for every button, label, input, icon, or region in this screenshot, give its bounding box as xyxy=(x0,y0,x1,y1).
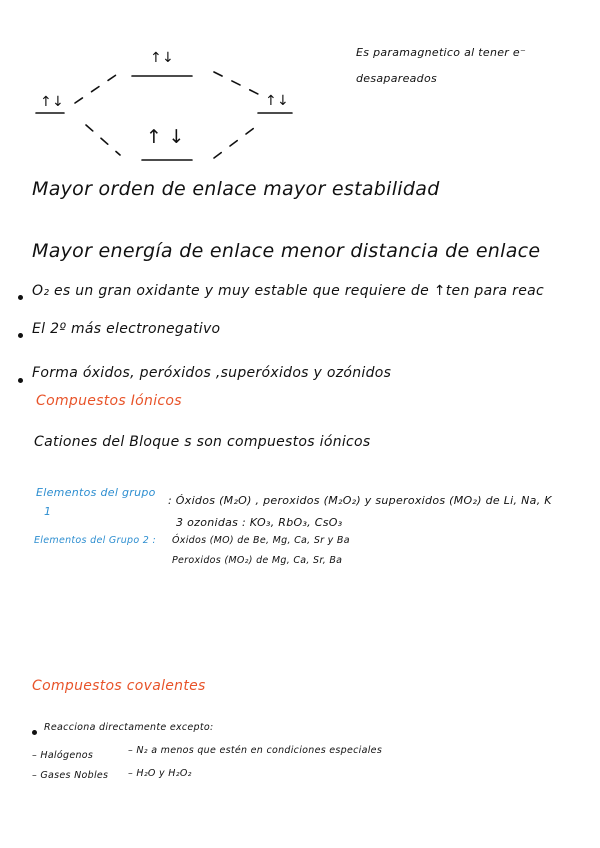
connector-left-bottom xyxy=(86,125,120,155)
ionic-intro: Cationes del Bloque s son compuestos iónicos xyxy=(34,434,371,450)
paramagnetic-note-line2: desapareados xyxy=(356,72,438,85)
bottom-orbital-electrons: ↑ ↓ xyxy=(146,126,185,148)
group2-oxides: Óxidos (MO) de Be, Mg, Ca, Sr y Ba xyxy=(172,535,350,546)
covalent-left-item: – Gases Nobles xyxy=(32,770,109,781)
covalent-right-item: – N₂ a menos que estén en condiciones especiales xyxy=(128,745,383,756)
connector-top-right xyxy=(214,72,262,96)
group1-number: 1 xyxy=(44,505,52,518)
mo-diagram xyxy=(0,0,600,200)
group1-label: Elementos del grupo xyxy=(36,486,156,499)
covalent-right-item: – H₂O y H₂O₂ xyxy=(128,768,192,779)
ionic-heading: Compuestos Iónicos xyxy=(36,393,182,409)
left-orbital-electrons: ↑↓ xyxy=(40,94,65,110)
group1-ozonides: 3 ozonidas : KO₃, RbO₃, CsO₃ xyxy=(176,516,343,529)
bullet-dot xyxy=(18,295,23,300)
bullet-dot xyxy=(18,378,23,383)
connector-left-top xyxy=(75,75,116,103)
covalent-bullet: Reacciona directamente excepto: xyxy=(44,722,214,733)
paramagnetic-note-line1: Es paramagnetico al tener e⁻ xyxy=(356,46,527,59)
group2-peroxides: Peroxidos (MO₂) de Mg, Ca, Sr, Ba xyxy=(172,555,343,566)
right-orbital-electrons: ↑↓ xyxy=(265,93,290,109)
covalent-heading: Compuestos covalentes xyxy=(32,678,206,694)
bond-energy-statement: Mayor energía de enlace menor distancia de enlace xyxy=(32,240,541,262)
bullet-electronegative: El 2º más electronegativo xyxy=(32,321,221,337)
group2-label: Elementos del Grupo 2 : xyxy=(34,535,156,546)
bond-order-statement: Mayor orden de enlace mayor estabilidad xyxy=(32,178,440,200)
bullet-dot xyxy=(32,730,37,735)
bullet-oxidant: O₂ es un gran oxidante y muy estable que requiere de ↑ten para reac xyxy=(32,283,544,299)
top-orbital-electrons: ↑↓ xyxy=(150,50,175,66)
bullet-forms-oxides: Forma óxidos, peróxidos ,superóxidos y ozónidos xyxy=(32,365,392,381)
group1-oxides: : Óxidos (M₂O) , peroxidos (M₂O₂) y superoxidos (MO₂) de Li, Na, K xyxy=(168,494,552,507)
bullet-dot xyxy=(18,333,23,338)
covalent-left-item: – Halógenos xyxy=(32,750,94,761)
connector-bottom-right xyxy=(214,122,262,158)
